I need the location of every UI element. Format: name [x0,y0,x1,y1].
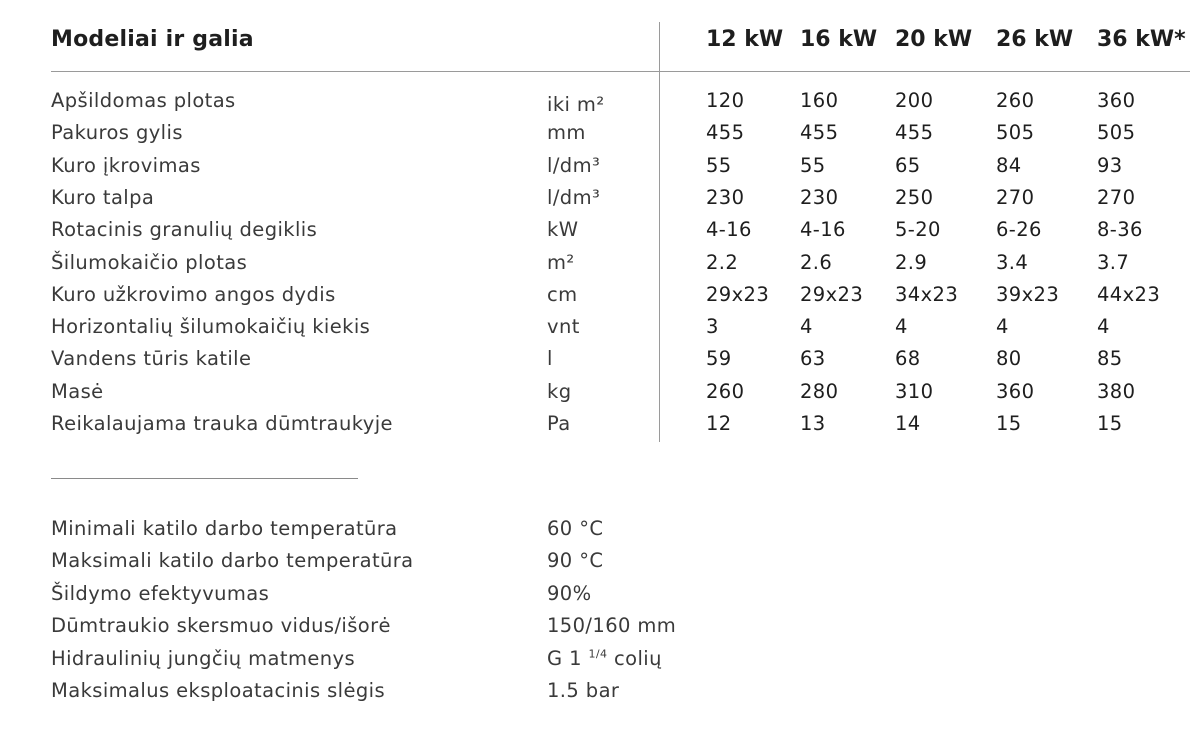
spec-value: 1.5 bar [547,679,620,702]
row-unit: kg [547,379,572,403]
row-label: Kuro užkrovimo angos dydis [51,282,336,306]
row-unit: l [547,347,553,371]
row-value: 2.9 [895,250,928,274]
spec-value-unit: colių [607,646,662,670]
model-header-20kw: 20 kW [895,27,973,52]
row-value: 5-20 [895,218,941,242]
row-value: 63 [800,347,826,371]
row-value: 65 [895,153,921,177]
row-value: 55 [800,153,826,177]
table-row [0,121,1200,151]
section-divider [51,478,358,479]
table-row [0,283,1200,313]
row-value: 55 [706,153,732,177]
table-row [0,154,1200,184]
row-value: 59 [706,347,732,371]
row-label: Kuro talpa [51,185,155,209]
row-value: 3.4 [996,250,1029,274]
row-value: 39x23 [996,282,1060,306]
row-value: 360 [996,379,1035,403]
spec-label: Minimali katilo darbo temperatūra [51,517,398,540]
model-header-36kw: 36 kW* [1097,27,1186,52]
table-row [0,89,1200,119]
row-value: 505 [996,121,1035,145]
header-divider [51,71,1190,72]
row-value: 310 [895,379,934,403]
row-value: 8-36 [1097,218,1143,242]
row-value: 15 [996,412,1022,435]
row-value: 15 [1097,412,1123,435]
row-value: 12 [706,412,732,435]
row-label: Vandens tūris katile [51,347,252,371]
row-value: 260 [996,89,1035,112]
spec-value-main: G 1 [547,646,582,670]
row-value: 4-16 [706,218,752,242]
table-row [0,347,1200,377]
row-value: 93 [1097,153,1123,177]
row-value: 380 [1097,379,1136,403]
table-title: Modeliai ir galia [51,27,254,52]
row-unit: m² [547,250,575,274]
row-value: 6-26 [996,218,1042,242]
row-value: 455 [706,121,745,145]
row-value: 68 [895,347,921,371]
row-value: 230 [706,185,745,209]
row-value: 44x23 [1097,282,1161,306]
row-value: 455 [800,121,839,145]
row-value: 4 [1097,315,1110,339]
spec-row [0,614,1200,644]
row-label: Pakuros gylis [51,121,183,145]
row-label: Šilumokaičio plotas [51,250,248,274]
spec-value-fraction: 1/4 [588,647,608,661]
spec-row [0,549,1200,579]
row-value: 4 [895,315,908,339]
spec-value: 150/160 mm [547,614,677,638]
row-value: 270 [1097,185,1136,209]
row-value: 2.2 [706,250,739,274]
spec-label: Hidraulinių jungčių matmenys [51,646,356,670]
row-value: 160 [800,89,839,112]
row-label: Apšildomas plotas [51,89,236,112]
row-unit: Pa [547,412,571,435]
row-value: 2.6 [800,250,833,274]
table-row [0,380,1200,410]
row-unit: kW [547,218,579,242]
spec-value: 90% [547,581,592,605]
row-unit: l/dm³ [547,185,601,209]
table-row [0,315,1200,345]
row-value: 34x23 [895,282,959,306]
row-value: 3.7 [1097,250,1130,274]
table-row [0,218,1200,248]
row-value: 84 [996,153,1022,177]
spec-row [0,582,1200,612]
model-header-16kw: 16 kW [800,27,878,52]
spec-label: Maksimalus eksploatacinis slėgis [51,679,386,702]
row-unit: cm [547,282,578,306]
spec-value: 90 °C [547,549,604,573]
spec-label: Dūmtraukio skersmuo vidus/išorė [51,614,391,638]
row-value: 455 [895,121,934,145]
spec-row [0,517,1200,547]
row-value: 4 [996,315,1009,339]
row-value: 29x23 [800,282,864,306]
row-value: 270 [996,185,1035,209]
row-value: 280 [800,379,839,403]
row-value: 29x23 [706,282,770,306]
row-unit: mm [547,121,586,145]
model-header-12kw: 12 kW [706,27,784,52]
row-unit: l/dm³ [547,153,601,177]
row-value: 14 [895,412,921,435]
row-value: 4 [800,315,813,339]
model-header-26kw: 26 kW [996,27,1074,52]
row-unit: iki m² [547,93,605,116]
row-value: 80 [996,347,1022,371]
spec-label: Šildymo efektyvumas [51,581,270,605]
row-label: Masė [51,379,104,403]
row-value: 230 [800,185,839,209]
row-value: 360 [1097,89,1136,112]
row-unit: vnt [547,315,580,339]
row-value: 85 [1097,347,1123,371]
spec-value [547,647,662,670]
spec-row [0,647,1200,677]
table-row [0,186,1200,216]
row-value: 200 [895,89,934,112]
row-value: 4-16 [800,218,846,242]
row-value: 260 [706,379,745,403]
row-value: 120 [706,89,745,112]
row-label: Horizontalių šilumokaičių kiekis [51,315,371,339]
row-value: 505 [1097,121,1136,145]
row-value: 3 [706,315,719,339]
row-label: Kuro įkrovimas [51,153,201,177]
spec-label: Maksimali katilo darbo temperatūra [51,549,414,573]
row-label: Reikalaujama trauka dūmtraukyje [51,412,393,435]
row-value: 13 [800,412,826,435]
table-row [0,251,1200,281]
row-value: 250 [895,185,934,209]
spec-value: 60 °C [547,517,604,540]
table-row [0,412,1200,442]
spec-row [0,679,1200,709]
row-label: Rotacinis granulių degiklis [51,218,318,242]
